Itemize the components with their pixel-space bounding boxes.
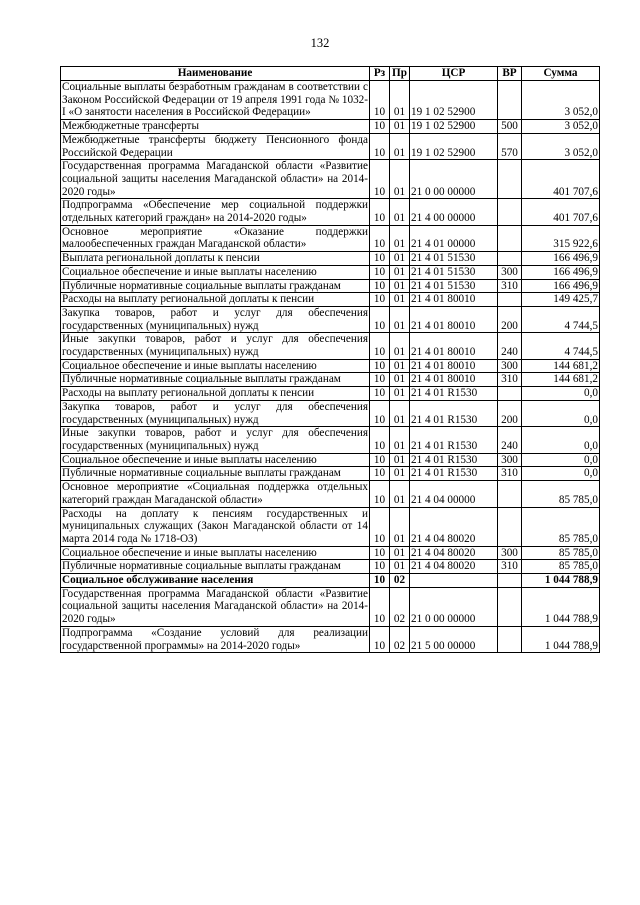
row-vr: 310 [498, 467, 522, 481]
row-name: Расходы на выплату региональной доплаты к пенсии [61, 387, 370, 401]
row-rz: 10 [370, 81, 390, 120]
table-row [61, 252, 600, 266]
row-name: Расходы на доплату к пенсиям государственных и муниципальных служащих (Закон Магаданской области от 14 марта 2014 года № 1718-ОЗ) [62, 507, 368, 545]
row-vr [498, 160, 522, 199]
table-row [61, 427, 600, 453]
row-pr: 01 [390, 481, 410, 507]
row-pr: 01 [390, 467, 410, 481]
row-name: Публичные нормативные социальные выплаты гражданам [61, 560, 370, 574]
row-name: Закупка товаров, работ и услуг для обеспечения государственных (муниципальных) нужд [62, 306, 368, 332]
header-vr: ВР [498, 67, 522, 81]
row-rz: 10 [370, 467, 390, 481]
page-number: 132 [310, 36, 330, 50]
header-sum: Сумма [522, 67, 600, 81]
row-rz: 10 [370, 160, 390, 199]
row-name: Иные закупки товаров, работ и услуг для обеспечения государственных (муниципальных) нужд [62, 333, 368, 359]
row-name: Публичные нормативные социальные выплаты гражданам [61, 279, 370, 293]
row-pr: 01 [390, 133, 410, 159]
row-pr: 01 [390, 279, 410, 293]
row-vr [498, 507, 522, 546]
row-csr: 21 4 01 51530 [410, 265, 498, 279]
row-sum: 4 744,5 [522, 306, 600, 332]
row-pr: 01 [390, 333, 410, 359]
row-name: Публичные нормативные социальные выплаты гражданам [61, 373, 370, 387]
table-row [61, 574, 600, 588]
row-csr: 21 4 01 00000 [410, 225, 498, 251]
row-pr: 02 [390, 587, 410, 626]
table-row [61, 265, 600, 279]
row-csr: 21 4 01 R1530 [410, 453, 498, 467]
row-name: Иные закупки товаров, работ и услуг для обеспечения государственных (муниципальных) нужд [62, 427, 368, 452]
row-name: Подпрограмма «Обеспечение мер социальной поддержки отдельных категорий граждан» на 2014-2020 годы» [62, 199, 368, 225]
table-row [61, 120, 600, 134]
row-sum: 3 052,0 [522, 133, 600, 159]
row-pr: 01 [390, 400, 410, 426]
row-sum: 0,0 [522, 427, 600, 453]
row-rz: 10 [370, 427, 390, 453]
table-row [61, 453, 600, 467]
table-row [61, 626, 600, 652]
row-csr: 21 5 00 00000 [410, 626, 498, 652]
table-row [61, 199, 600, 225]
row-pr: 01 [390, 453, 410, 467]
row-pr: 02 [390, 626, 410, 652]
table-row [61, 293, 600, 307]
row-vr [498, 225, 522, 251]
row-csr: 21 4 04 80020 [410, 507, 498, 546]
row-rz: 10 [370, 359, 390, 373]
row-rz: 10 [370, 279, 390, 293]
row-csr: 19 1 02 52900 [410, 133, 498, 159]
row-csr: 21 4 04 80020 [410, 560, 498, 574]
row-name: Публичные нормативные социальные выплаты гражданам [61, 467, 370, 481]
table-row [61, 507, 600, 546]
row-vr [498, 387, 522, 401]
row-pr: 01 [390, 120, 410, 134]
table-row [61, 160, 600, 199]
row-sum: 0,0 [522, 387, 600, 401]
table-header-row [61, 67, 600, 81]
row-rz: 10 [370, 587, 390, 626]
row-vr [498, 81, 522, 120]
row-vr [498, 587, 522, 626]
row-vr [498, 293, 522, 307]
row-vr: 500 [498, 120, 522, 134]
row-pr: 01 [390, 306, 410, 332]
row-rz: 10 [370, 507, 390, 546]
row-vr: 240 [498, 427, 522, 453]
row-vr: 200 [498, 306, 522, 332]
row-sum: 85 785,0 [522, 560, 600, 574]
row-name: Социальное обеспечение и иные выплаты населению [61, 359, 370, 373]
row-csr: 21 4 01 80010 [410, 306, 498, 332]
row-vr: 300 [498, 265, 522, 279]
row-name: Социальное обслуживание населения [61, 574, 370, 588]
row-vr: 300 [498, 453, 522, 467]
row-rz: 10 [370, 133, 390, 159]
row-pr: 01 [390, 199, 410, 225]
row-sum: 3 052,0 [522, 120, 600, 134]
row-sum: 315 922,6 [522, 225, 600, 251]
row-name: Социальное обеспечение и иные выплаты населению [61, 453, 370, 467]
row-name: Социальные выплаты безработным гражданам в соответствии с Законом Российской Федерации от 19 апреля 1991 года № 1032-I «О занятости населения в Российской Федерации» [62, 81, 368, 119]
row-sum: 4 744,5 [522, 333, 600, 359]
row-vr [498, 626, 522, 652]
row-pr: 01 [390, 359, 410, 373]
row-pr: 01 [390, 265, 410, 279]
row-pr: 01 [390, 427, 410, 453]
row-pr: 01 [390, 546, 410, 560]
row-pr: 01 [390, 507, 410, 546]
row-name: Социальное обеспечение и иные выплаты населению [61, 265, 370, 279]
row-sum: 401 707,6 [522, 160, 600, 199]
table-row [61, 225, 600, 251]
row-rz: 10 [370, 333, 390, 359]
table-row [61, 481, 600, 507]
row-vr: 310 [498, 560, 522, 574]
table-row [61, 306, 600, 332]
row-pr: 01 [390, 387, 410, 401]
header-name: Наименование [61, 67, 370, 81]
row-name: Подпрограмма «Создание условий для реализации государственной программы» на 2014-2020 годы» [62, 626, 368, 652]
row-pr: 01 [390, 160, 410, 199]
row-name: Закупка товаров, работ и услуг для обеспечения государственных (муниципальных) нужд [62, 400, 368, 426]
row-name: Государственная программа Магаданской области «Развитие социальной защиты населения Магаданской области» на 2014-2020 годы» [62, 160, 368, 198]
row-csr: 21 4 04 00000 [410, 481, 498, 507]
row-rz: 10 [370, 453, 390, 467]
row-sum: 85 785,0 [522, 507, 600, 546]
row-rz: 10 [370, 546, 390, 560]
row-vr: 200 [498, 400, 522, 426]
row-name: Выплата региональной доплаты к пенсии [61, 252, 370, 266]
row-vr [498, 481, 522, 507]
row-csr: 21 0 00 00000 [410, 160, 498, 199]
row-rz: 10 [370, 225, 390, 251]
row-csr: 21 4 01 R1530 [410, 427, 498, 453]
table-row [61, 333, 600, 359]
header-rz: Рз [370, 67, 390, 81]
row-vr: 300 [498, 546, 522, 560]
row-sum: 0,0 [522, 467, 600, 481]
table-row [61, 587, 600, 626]
row-csr: 21 4 01 80010 [410, 293, 498, 307]
row-name: Основное мероприятие «Социальная поддержка отдельных категорий граждан Магаданской области» [62, 481, 368, 506]
row-csr [410, 574, 498, 588]
row-csr: 21 4 01 R1530 [410, 387, 498, 401]
row-csr: 21 4 04 80020 [410, 546, 498, 560]
row-rz: 10 [370, 560, 390, 574]
table-row [61, 400, 600, 426]
budget-table [60, 66, 600, 653]
row-name: Государственная программа Магаданской области «Развитие социальной защиты населения Магаданской области» на 2014-2020 годы» [62, 587, 368, 626]
row-sum: 85 785,0 [522, 481, 600, 507]
row-vr [498, 199, 522, 225]
row-name: Основное мероприятие «Оказание поддержки малообеспеченных граждан Магаданской области» [62, 225, 368, 251]
header-pr: Пр [390, 67, 410, 81]
row-name: Межбюджетные трансферты бюджету Пенсионного фонда Российской Федерации [62, 133, 368, 159]
row-name: Межбюджетные трансферты [61, 120, 370, 134]
table-row [61, 359, 600, 373]
table-row [61, 133, 600, 159]
row-sum: 85 785,0 [522, 546, 600, 560]
row-csr: 21 4 01 51530 [410, 279, 498, 293]
row-csr: 21 4 01 80010 [410, 373, 498, 387]
row-sum: 1 044 788,9 [522, 587, 600, 626]
row-csr: 21 4 00 00000 [410, 199, 498, 225]
row-sum: 166 496,9 [522, 279, 600, 293]
row-vr: 310 [498, 373, 522, 387]
row-vr: 570 [498, 133, 522, 159]
row-rz: 10 [370, 626, 390, 652]
row-vr: 310 [498, 279, 522, 293]
row-vr [498, 252, 522, 266]
row-name: Социальное обеспечение и иные выплаты населению [61, 546, 370, 560]
row-sum: 1 044 788,9 [522, 626, 600, 652]
row-name: Расходы на выплату региональной доплаты к пенсии [61, 293, 370, 307]
row-rz: 10 [370, 252, 390, 266]
row-vr [498, 574, 522, 588]
row-sum: 149 425,7 [522, 293, 600, 307]
table-row [61, 546, 600, 560]
table-row [61, 279, 600, 293]
row-vr: 300 [498, 359, 522, 373]
row-pr: 01 [390, 293, 410, 307]
row-csr: 19 1 02 52900 [410, 120, 498, 134]
row-sum: 144 681,2 [522, 373, 600, 387]
row-csr: 21 4 01 51530 [410, 252, 498, 266]
row-csr: 21 4 01 R1530 [410, 467, 498, 481]
row-rz: 10 [370, 481, 390, 507]
table-row [61, 81, 600, 120]
row-rz: 10 [370, 293, 390, 307]
table-row [61, 560, 600, 574]
row-sum: 166 496,9 [522, 252, 600, 266]
row-csr: 21 4 01 80010 [410, 359, 498, 373]
row-pr: 01 [390, 252, 410, 266]
row-pr: 02 [390, 574, 410, 588]
row-pr: 01 [390, 225, 410, 251]
row-sum: 166 496,9 [522, 265, 600, 279]
table-row [61, 387, 600, 401]
row-csr: 21 4 01 80010 [410, 333, 498, 359]
row-sum: 401 707,6 [522, 199, 600, 225]
row-sum: 1 044 788,9 [522, 574, 600, 588]
row-rz: 10 [370, 387, 390, 401]
row-rz: 10 [370, 199, 390, 225]
header-csr: ЦСР [410, 67, 498, 81]
table-row [61, 467, 600, 481]
row-pr: 01 [390, 560, 410, 574]
row-rz: 10 [370, 120, 390, 134]
row-rz: 10 [370, 265, 390, 279]
table-row [61, 373, 600, 387]
row-vr: 240 [498, 333, 522, 359]
row-rz: 10 [370, 400, 390, 426]
row-sum: 0,0 [522, 400, 600, 426]
row-sum: 0,0 [522, 453, 600, 467]
row-rz: 10 [370, 574, 390, 588]
row-pr: 01 [390, 81, 410, 120]
row-sum: 144 681,2 [522, 359, 600, 373]
row-sum: 3 052,0 [522, 81, 600, 120]
row-csr: 21 4 01 R1530 [410, 400, 498, 426]
row-rz: 10 [370, 373, 390, 387]
row-pr: 01 [390, 373, 410, 387]
row-rz: 10 [370, 306, 390, 332]
row-csr: 21 0 00 00000 [410, 587, 498, 626]
row-csr: 19 1 02 52900 [410, 81, 498, 120]
